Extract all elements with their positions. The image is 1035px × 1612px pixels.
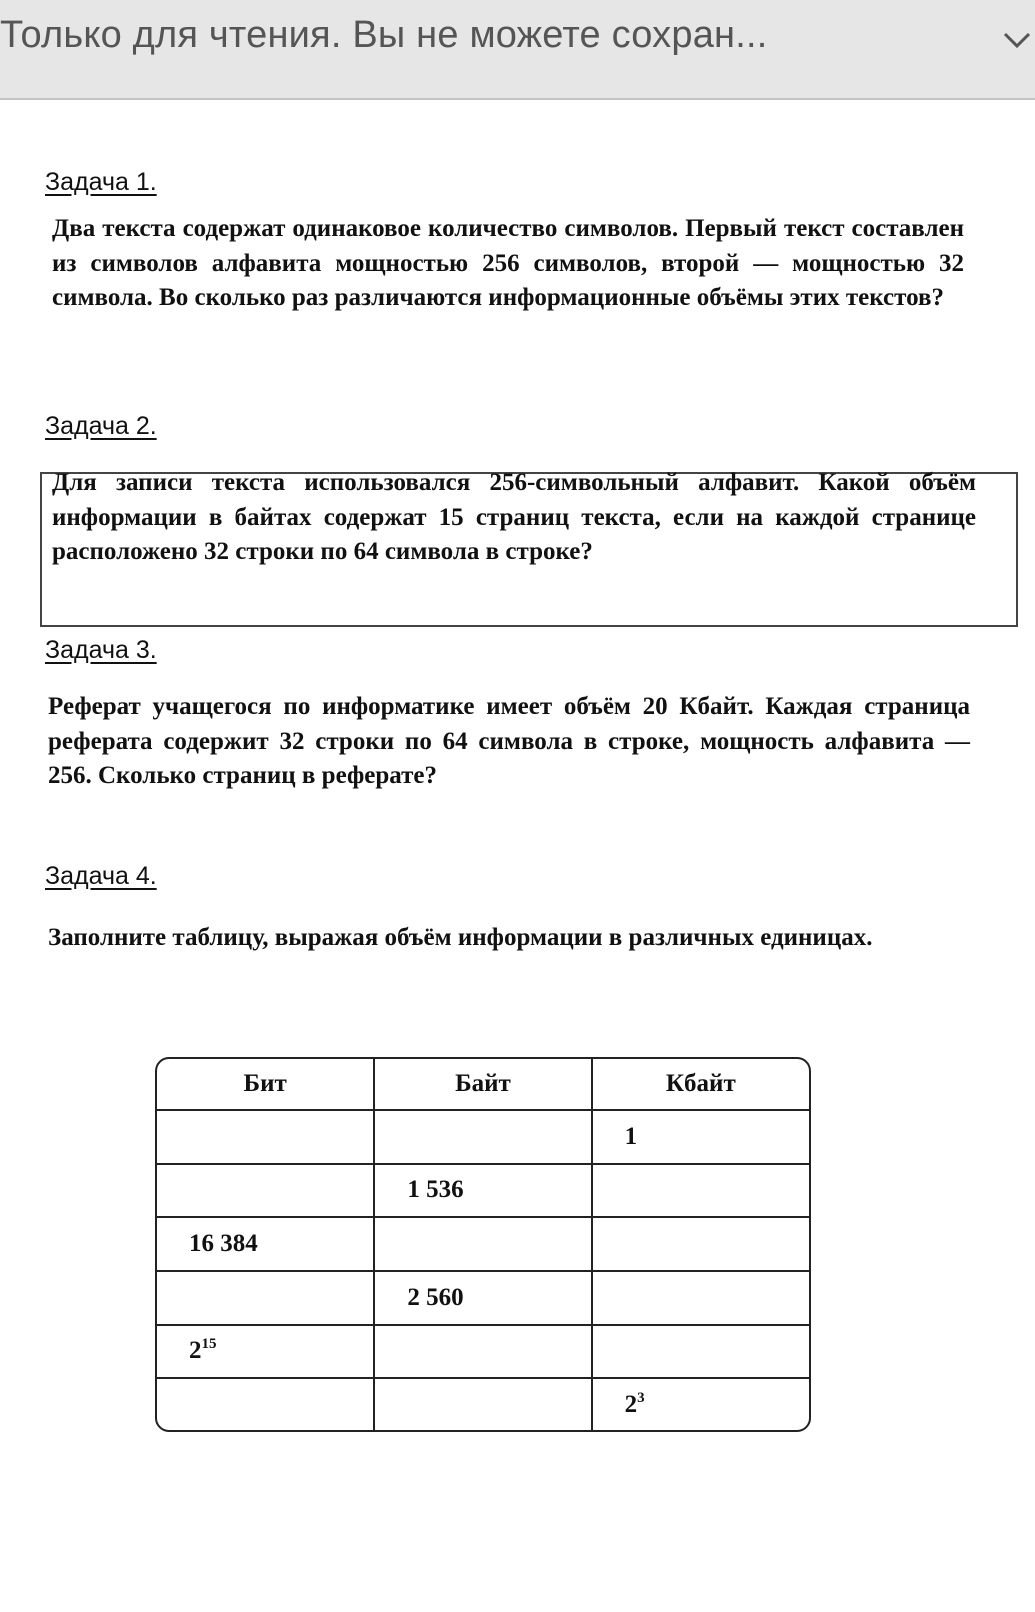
cell-kbyte: 1 xyxy=(592,1110,809,1164)
units-table xyxy=(155,1057,811,1432)
table-row xyxy=(157,1378,809,1430)
cell-bit xyxy=(157,1271,374,1325)
cell-byte xyxy=(374,1217,591,1271)
cell-bit xyxy=(157,1378,374,1430)
read-only-banner[interactable] xyxy=(0,0,1035,100)
cell-byte: 2 560 xyxy=(374,1271,591,1325)
cell-byte xyxy=(374,1325,591,1379)
header-byte: Байт xyxy=(374,1059,591,1110)
task-1-text: Два текста содержат одинаковое количество символов. Первый текст составлен из символов алфавита мощностью 256 символов, второй — мощностью 32 символа. Во сколько раз различаются информационные объёмы этих текстов? xyxy=(52,215,964,311)
cell-bit xyxy=(157,1164,374,1218)
task-1-heading: Задача 1. xyxy=(45,168,157,196)
cell-byte: 1 536 xyxy=(374,1164,591,1218)
task-2-text: Для записи текста использовался 256-символьный алфавит. Какой объём информации в байтах содержат 15 страниц текста, если на каждой странице расположено 32 строки по 64 символа в строке? xyxy=(52,469,976,565)
power-base: 2 xyxy=(189,1337,202,1365)
power-exponent: 15 xyxy=(201,1336,217,1353)
task-3-heading: Задача 3. xyxy=(45,636,157,664)
table-row xyxy=(157,1217,809,1271)
cell-byte xyxy=(374,1110,591,1164)
table-row xyxy=(157,1271,809,1325)
table-row xyxy=(157,1110,809,1164)
chevron-down-icon[interactable] xyxy=(1001,26,1033,54)
task-4-text: Заполните таблицу, выражая объём информации в различных единицах. xyxy=(48,924,873,951)
cell-bit: 16 384 xyxy=(157,1217,374,1271)
table-row xyxy=(157,1325,809,1379)
cell-kbyte xyxy=(592,1325,809,1379)
table-row xyxy=(157,1164,809,1218)
cell-kbyte xyxy=(592,1217,809,1271)
header-kbyte: Кбайт xyxy=(592,1059,809,1110)
header-bit: Бит xyxy=(157,1059,374,1110)
cell-kbyte xyxy=(592,1378,809,1430)
power-exponent: 3 xyxy=(637,1389,645,1406)
cell-byte xyxy=(374,1378,591,1430)
task-3-text: Реферат учащегося по информатике имеет объём 20 Кбайт. Каждая страница реферата содержит 32 строки по 64 символа в строке, мощность алфавита — 256. Сколько страниц в реферате? xyxy=(48,693,970,789)
cell-bit xyxy=(157,1325,374,1379)
cell-kbyte xyxy=(592,1271,809,1325)
cell-kbyte xyxy=(592,1164,809,1218)
power-base: 2 xyxy=(624,1390,638,1418)
read-only-message: Только для чтения. Вы не можете сохран... xyxy=(0,14,768,56)
task-4-heading: Задача 4. xyxy=(45,862,157,890)
task-2-heading: Задача 2. xyxy=(45,412,157,440)
table-header-row xyxy=(157,1059,809,1110)
cell-bit xyxy=(157,1110,374,1164)
